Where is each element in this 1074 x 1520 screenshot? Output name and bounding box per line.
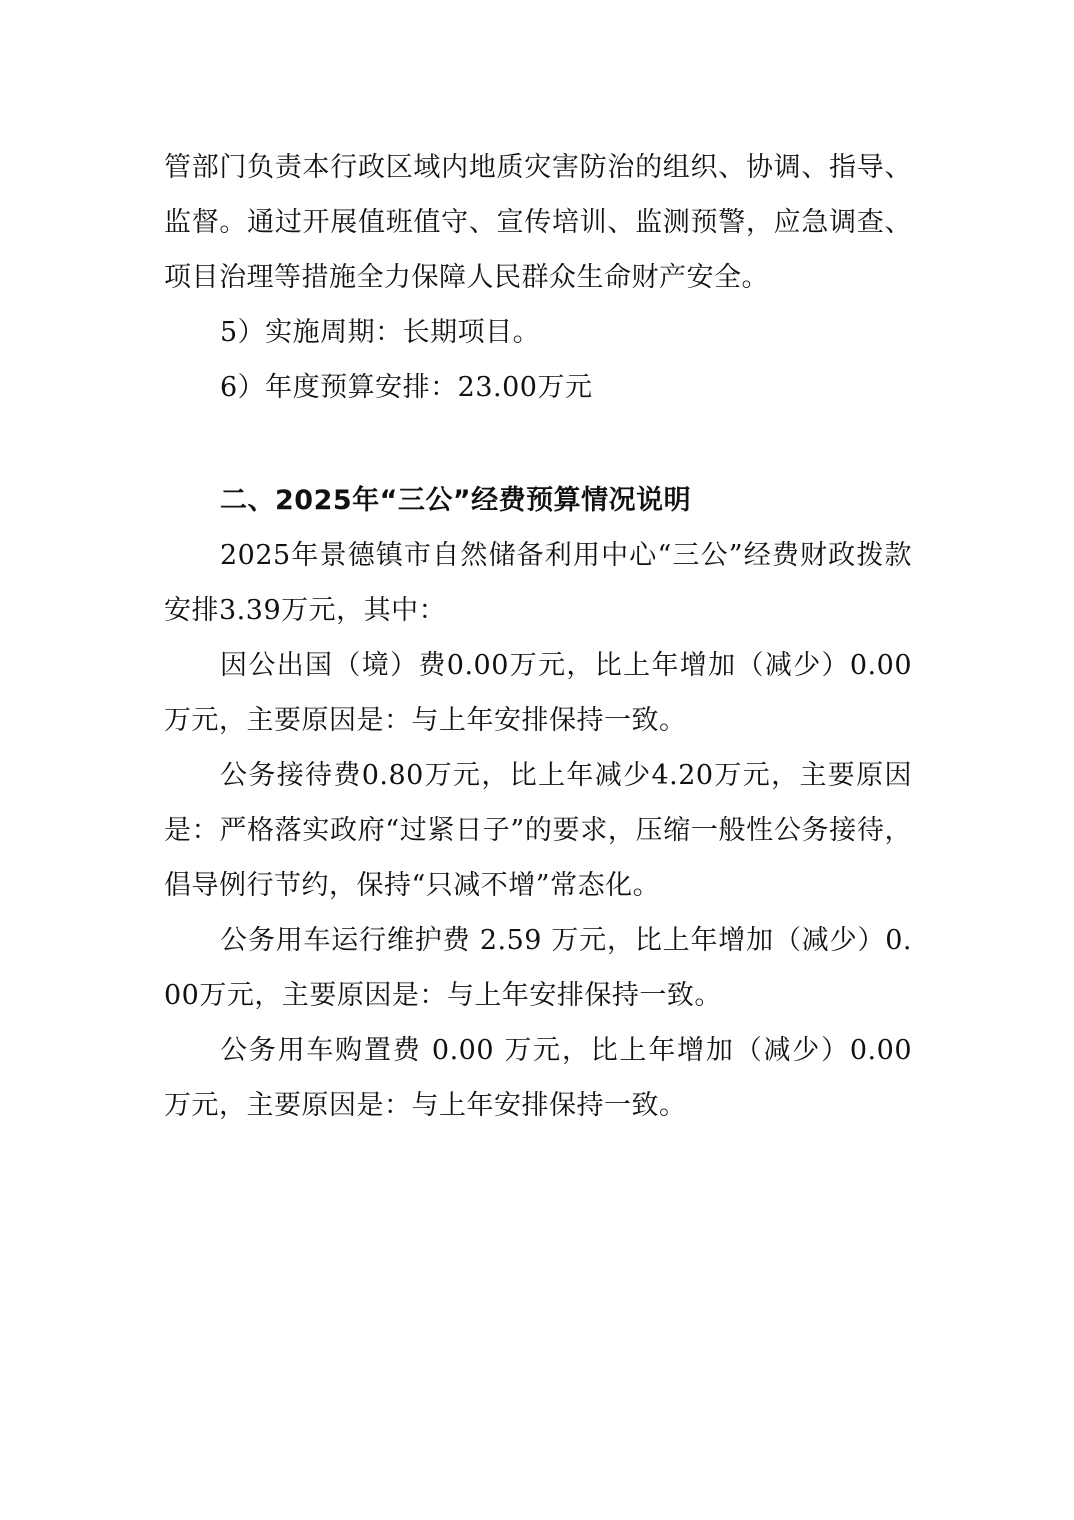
paragraph-overseas-travel: 因公出国（境）费0.00万元，比上年增加（减少）0.00万元，主要原因是：与上年安排保持一致。 [164,650,912,736]
paragraph-annual-budget: 6）年度预算安排：23.00万元 [220,372,593,403]
document-body [164,140,912,1133]
paragraph-implementation-period: 5）实施周期：长期项目。 [220,317,541,348]
paragraph-vehicle-purchase: 公务用车购置费 0.00 万元，比上年增加（减少）0.00万元，主要原因是：与上年安排保持一致。 [164,1035,912,1121]
section-spacer [164,415,912,473]
paragraph-vehicle-maintenance: 公务用车运行维护费 2.59 万元，比上年增加（减少）0.00万元，主要原因是：与上年安排保持一致。 [164,925,912,1011]
paragraph-geohazard-duties: 管部门负责本行政区域内地质灾害防治的组织、协调、指导、监督。通过开展值班值守、宣传培训、监测预警，应急调查、项目治理等措施全力保障人民群众生命财产安全。 [164,152,912,293]
section-heading: 二、2025年“三公”经费预算情况说明 [220,485,692,516]
paragraph-official-reception: 公务接待费0.80万元，比上年减少4.20万元，主要原因是：严格落实政府“过紧日子”的要求，压缩一般性公务接待，倡导例行节约，保持“只减不增”常态化。 [164,760,912,901]
paragraph-three-public-total: 2025年景德镇市自然储备利用中心“三公”经费财政拨款安排3.39万元，其中： [164,540,912,626]
